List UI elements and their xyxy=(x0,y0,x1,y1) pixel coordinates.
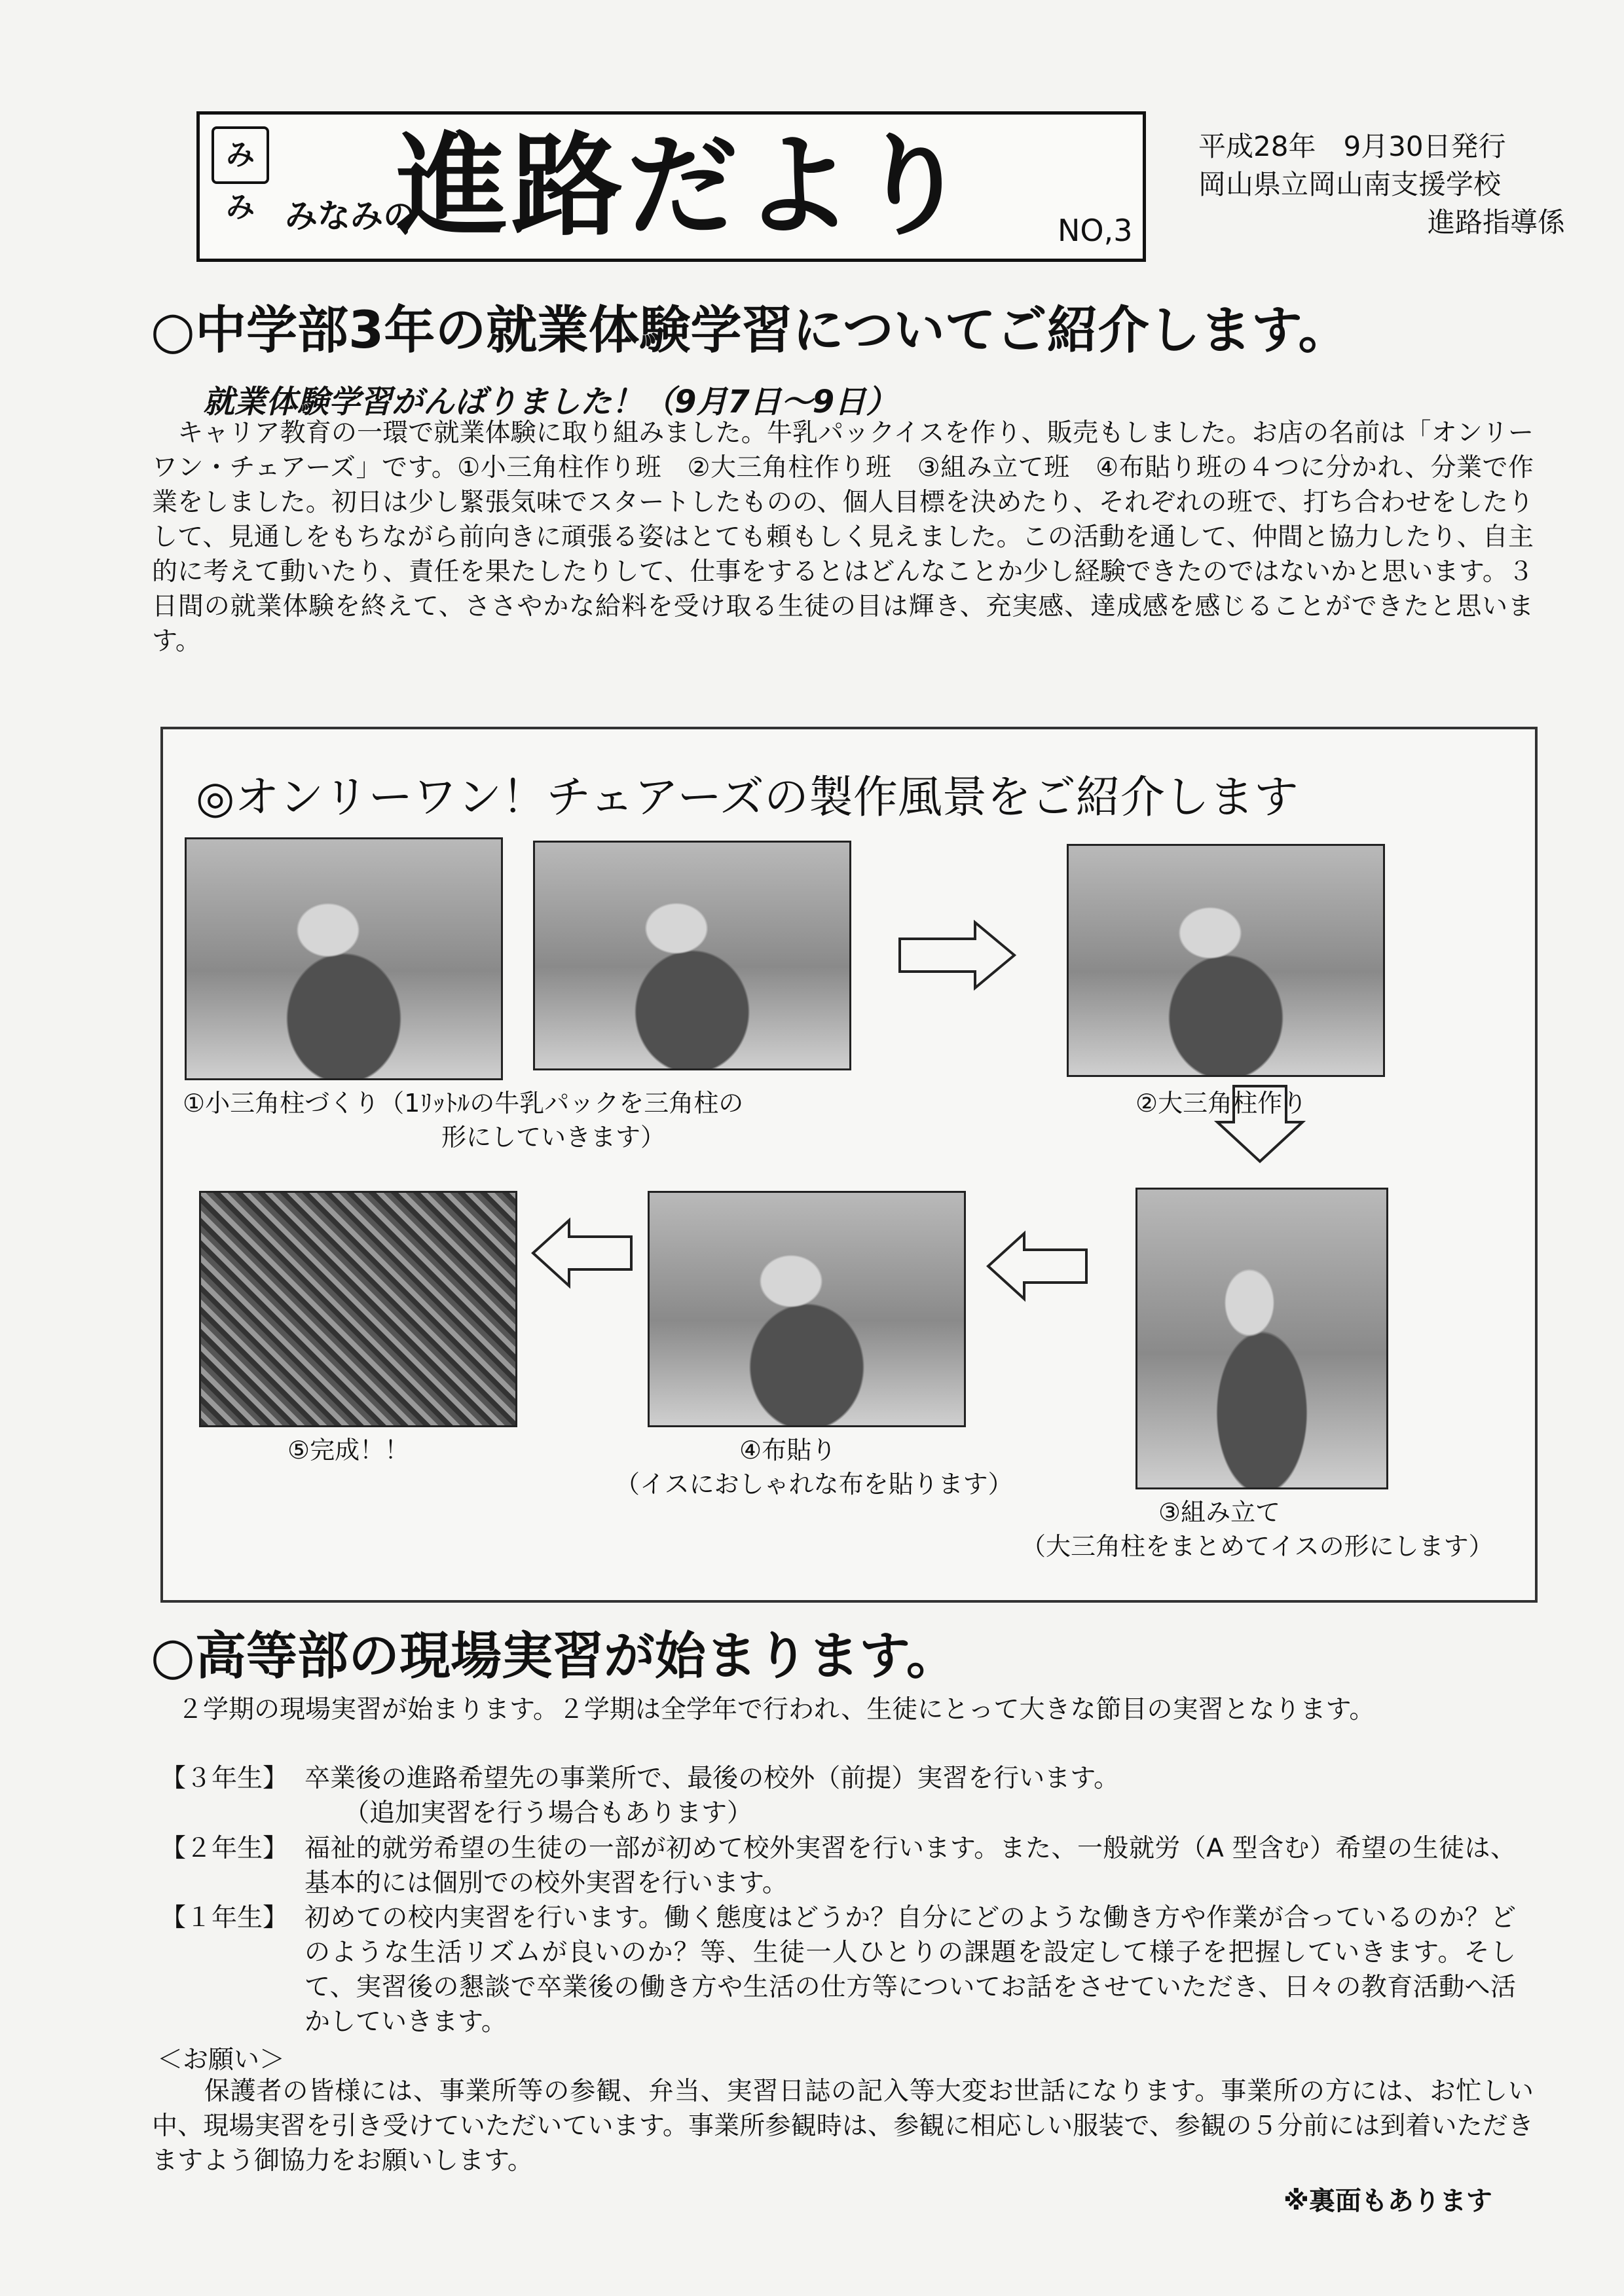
publication-info xyxy=(1198,128,1565,242)
photo-step4 xyxy=(648,1191,966,1427)
caption-step3-line1: ③組み立て xyxy=(1158,1498,1281,1527)
section2-intro: ２学期の現場実習が始まります。２学期は全学年で行われ、生徒にとって大きな節目の実習となります。 xyxy=(152,1695,1375,1724)
grade3-text xyxy=(304,1761,1516,1831)
caption-step4-line2: （イスにおしゃれな布を貼ります） xyxy=(615,1470,1013,1499)
masthead-subtitle: みなみの xyxy=(285,197,416,235)
department-name: 進路指導係 xyxy=(1427,206,1565,238)
school-name: 岡山県立岡山南支援学校 xyxy=(1198,168,1502,200)
arrow-right-icon xyxy=(896,919,1018,991)
section1-body: キャリア教育の一環で就業体験に取り組みました。牛乳パックイスを作り、販売もしました。お店の名前は「オンリーワン・チェアーズ」です。①小三角柱作り班 ②大三角柱作り班 ③組み立て班 ④布貼り班の４つに分かれ、分業で作業をしました。初日は少し緊張気味でスタートしたものの、個人目標を決めたり、それぞれの班で、打ち合わせをしたりして、見通しをもちながら前向きに頑張る姿はとても頼もしく見えました。この活動を通して、仲間と協力したり、自主的に考えて動いたり、責任を果たしたりして、仕事をするとはどんなことか少し経験できたのではないかと思います。３日間の就業体験を終えて、ささやかな給料を受け取る生徒の目は輝き、充実感、達成感を感じることができたと思います。 xyxy=(152,418,1534,656)
caption-step3-line2: （大三角柱をまとめてイスの形にします） xyxy=(1021,1532,1494,1561)
publication-date: 平成28年 9月30日発行 xyxy=(1198,130,1506,162)
caption-step5: ⑤完成！！ xyxy=(287,1436,410,1465)
arrow-left-icon xyxy=(985,1230,1090,1302)
masthead xyxy=(196,111,1146,262)
grade2-text: 福祉的就労希望の生徒の一部が初めて校外実習を行います。また、一般就労（A 型含む）希望の生徒は、基本的には個別での校外実習を行います。 xyxy=(304,1834,1516,1898)
grade3-text-line2: （追加実習を行う場合もあります） xyxy=(344,1798,753,1828)
school-logo: みみ xyxy=(212,126,269,184)
photo-step1-a xyxy=(185,837,503,1080)
photo-step5-finished-chairs xyxy=(199,1191,517,1427)
section2-heading: ○高等部の現場実習が始まります。 xyxy=(151,1627,957,1686)
grade3-text-line1: 卒業後の進路希望先の事業所で、最後の校外（前提）実習を行います。 xyxy=(304,1764,1120,1793)
arrow-left-icon xyxy=(530,1217,635,1292)
footer-note: ※裏面もあります xyxy=(1283,2186,1492,2216)
panel-title: ◎オンリーワン！チェアーズの製作風景をご紹介します xyxy=(196,772,1299,824)
grade2-label: 【２年生】 xyxy=(160,1834,289,1863)
caption-step1-line1: ①小三角柱づくり（1ﾘｯﾄﾙの牛乳パックを三角柱の xyxy=(183,1089,744,1118)
grade1-label: 【１年生】 xyxy=(160,1903,289,1933)
request-text: 保護者の皆様には、事業所等の参観、弁当、実習日誌の記入等大変お世話になります。事業所の方には、お忙しい中、現場実習を引き受けていただいています。事業所参観時は、参観に相応しい服装で、参観の５分前には到着いただきますよう御協力をお願いします。 xyxy=(152,2077,1534,2176)
photo-panel xyxy=(160,727,1538,1603)
caption-step1-line2: 形にしていきます） xyxy=(441,1123,666,1152)
photo-step1-b xyxy=(533,841,851,1070)
grade1-text: 初めての校内実習を行います。働く態度はどうか？自分にどのような働き方や作業が合っているのか？どのような生活リズムが良いのか？等、生徒一人ひとりの課題を設定して様子を把握していきます。そして、実習後の懇談で卒業後の働き方や生活の仕方等についてお話をさせていただき、日々の教育活動へ活かしていきます。 xyxy=(304,1903,1516,2037)
section1-subheading: 就業体験学習がんばりました！（9月7日～9日） xyxy=(203,384,898,420)
newsletter-title: 進路だより xyxy=(396,122,973,251)
section1-heading: ○中学部3年の就業体験学習についてご紹介します。 xyxy=(151,301,1350,360)
issue-number: NO,3 xyxy=(1058,213,1133,248)
caption-step2: ②大三角柱作り xyxy=(1135,1089,1308,1118)
grade3-label: 【３年生】 xyxy=(160,1764,289,1793)
caption-step4-line1: ④布貼り xyxy=(739,1436,837,1465)
request-label: ＜お願い＞ xyxy=(157,2045,286,2075)
photo-step3 xyxy=(1135,1188,1388,1489)
photo-step2 xyxy=(1067,844,1385,1077)
